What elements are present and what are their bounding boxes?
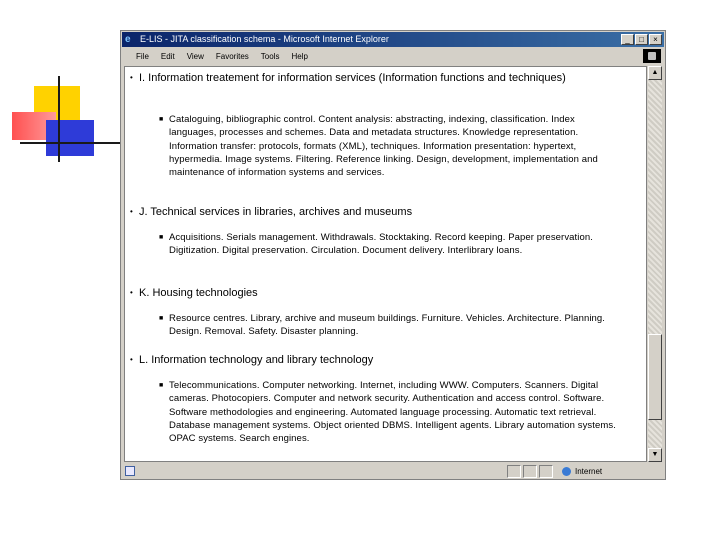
section-heading-i — [130, 71, 619, 85]
scroll-up-arrow-icon[interactable]: ▲ — [648, 66, 662, 80]
section-title: K. Housing technologies — [139, 287, 258, 299]
bullet-icon: ■ — [159, 116, 164, 123]
ie-logo-icon: e — [125, 34, 131, 45]
windows-logo-icon — [643, 49, 661, 63]
section-items-l — [159, 379, 624, 445]
title-bar[interactable] — [122, 32, 664, 47]
section-text: Telecommunications. Computer networking. Internet, including WWW. Computers. Scanners. Digital cameras. Photocopiers. Computer and network security. Authentication and access control. Software. Software methodologies and engineering. Automated language processing. Automatic text retrieval. Database management systems. Object oriented DBMS. Intelligent agents. Library automation systems. OPAC systems. Search engines. — [169, 380, 617, 445]
section-heading-k — [130, 286, 619, 300]
menu-file[interactable]: File — [136, 51, 149, 61]
browser-window — [120, 30, 666, 480]
menu-favorites[interactable]: Favorites — [215, 51, 249, 61]
decor-blue-square — [46, 120, 94, 156]
section-title: J. Technical services in libraries, archives and museums — [139, 206, 413, 218]
security-zone — [562, 466, 602, 477]
bullet-icon: ■ — [159, 382, 164, 389]
close-button[interactable]: × — [649, 34, 662, 45]
page-status-icon — [125, 466, 135, 476]
section-text: Resource centres. Library, archive and museum buildings. Furniture. Vehicles. Architecture. Planning. Design. Removal. Safety. Disaster planning. — [169, 313, 606, 338]
status-panel — [507, 465, 521, 478]
section-items-k — [159, 312, 624, 339]
window-title: E-LIS - JITA classification schema - Microsoft Internet Explorer — [140, 34, 389, 44]
scrollbar-thumb[interactable] — [648, 334, 662, 420]
zone-label: Internet — [575, 467, 603, 476]
section-heading-j — [130, 205, 619, 219]
maximize-button[interactable]: □ — [635, 34, 648, 45]
bullet-icon: ■ — [159, 234, 164, 241]
bullet-icon: • — [130, 355, 133, 364]
section-title: I. Information treatement for information services (Information functions and techniques) — [139, 72, 566, 84]
bullet-icon: • — [130, 73, 133, 82]
status-panel — [539, 465, 553, 478]
decor-vertical-line — [58, 76, 60, 162]
scroll-down-arrow-icon[interactable]: ▼ — [648, 448, 662, 462]
menu-help[interactable]: Help — [291, 51, 308, 61]
page-content — [124, 66, 647, 462]
bullet-icon: • — [130, 288, 133, 297]
section-text: Acquisitions. Serials management. Withdrawals. Stocktaking. Record keeping. Paper preservation. Digitization. Digital preservation. Circulation. Document delivery. Interlibrary loans. — [169, 232, 594, 257]
minimize-button[interactable]: _ — [621, 34, 634, 45]
window-controls — [621, 34, 662, 45]
section-items-i — [159, 113, 624, 179]
status-panel — [523, 465, 537, 478]
menu-edit[interactable]: Edit — [160, 51, 175, 61]
vertical-scrollbar[interactable] — [648, 66, 662, 462]
menu-tools[interactable]: Tools — [260, 51, 280, 61]
section-title: L. Information technology and library technology — [139, 354, 374, 366]
menu-bar — [122, 48, 664, 64]
bullet-icon: ■ — [159, 315, 164, 322]
globe-icon — [562, 467, 571, 476]
decor-horizontal-line — [20, 142, 120, 144]
section-items-j — [159, 231, 624, 258]
section-text: Cataloguing, bibliographic control. Content analysis: abstracting, indexing, classification. Index languages, processes and schemes. Data and metadata structures. Knowledge representation. Information transfer: protocols, formats (XML), techniques. Information presentation: hypertext, hypermedia. Image systems. Filtering. Reference linking. Design, development, implementation and maintenance of information systems and services. — [169, 114, 598, 179]
status-bar — [122, 464, 664, 479]
menu-view[interactable]: View — [186, 51, 204, 61]
bullet-icon: • — [130, 207, 133, 216]
section-heading-l — [130, 353, 619, 367]
